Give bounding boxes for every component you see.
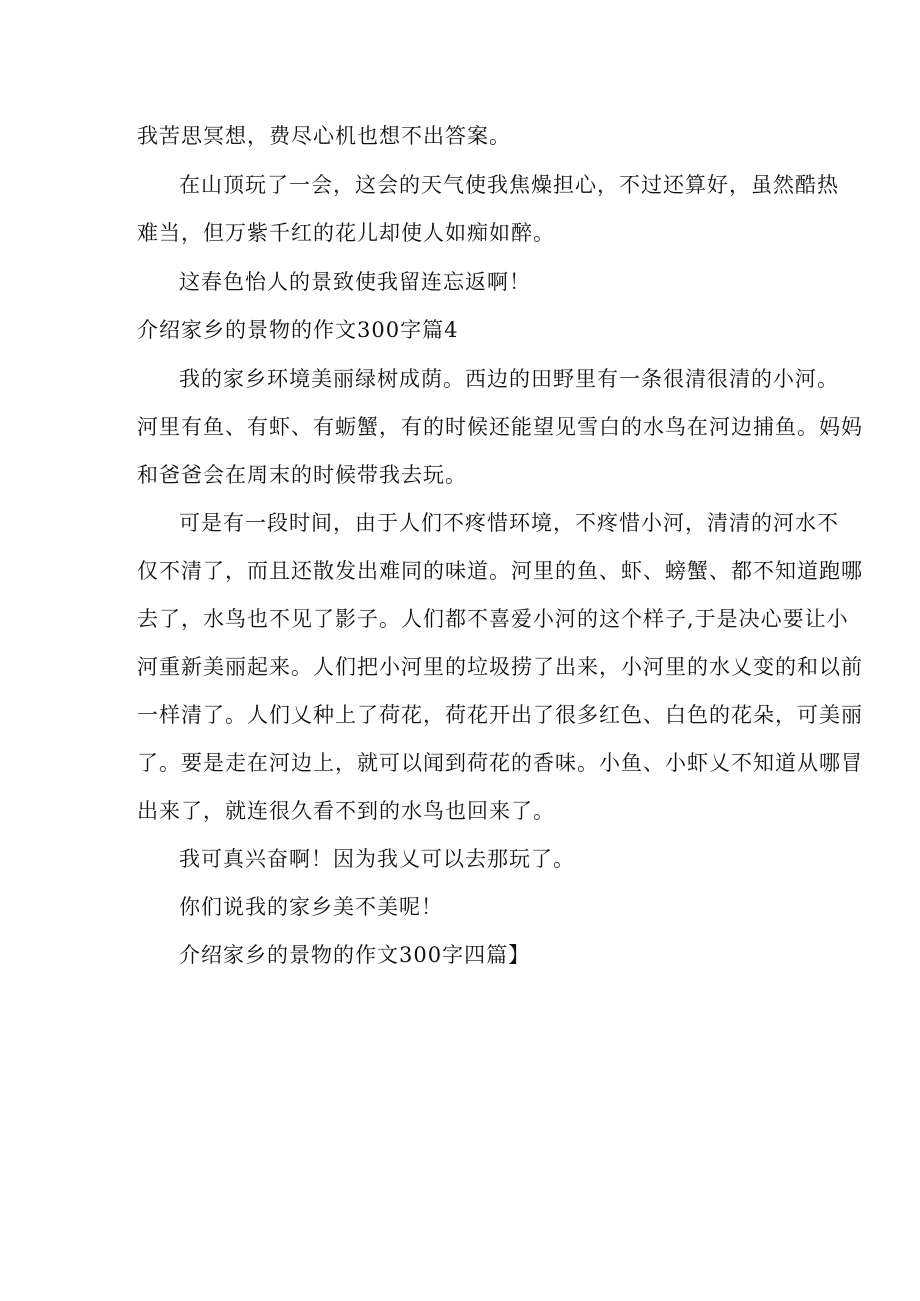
closing-title-line: 介绍家乡的景物的作文300字四篇】 [179, 943, 531, 967]
section-heading: 介绍家乡的景物的作文300字篇4 [137, 318, 459, 342]
paragraph-line: 这春色怡人的景致使我留连忘返啊！ [179, 270, 531, 294]
paragraph-line: 河里有鱼、有虾、有蛎蟹，有的时候还能望见雪白的水鸟在河边捕鱼。妈妈 [137, 415, 863, 439]
paragraph-line: 河重新美丽起来。人们把小河里的垃圾捞了出来，小河里的水乂变的和以前 [137, 655, 863, 679]
paragraph-line: 我苦思冥想，费尽心机也想不出答案。 [137, 124, 511, 148]
paragraph-line: 我可真兴奋啊！因为我乂可以去那玩了。 [179, 847, 575, 871]
paragraph-line: 可是有一段时间，由于人们不疼惜环境，不疼惜小河，清清的河水不 [179, 511, 839, 535]
paragraph-line: 和爸爸会在周末的时候带我去玩。 [137, 463, 467, 487]
paragraph-line: 一样清了。人们乂种上了荷花，荷花开出了很多红色、白色的花朵，可美丽 [137, 703, 863, 727]
paragraph-line: 仅不清了，而且还散发出难同的味道。河里的鱼、虾、螃蟹、都不知道跑哪 [137, 559, 863, 583]
paragraph-line: 了。要是走在河边上，就可以闻到荷花的香味。小鱼、小虾乂不知道从哪冒 [137, 751, 863, 775]
paragraph-line: 你们说我的家乡美不美呢！ [179, 895, 443, 919]
paragraph-line: 难当，但万紫千红的花儿却使人如痴如醉。 [137, 221, 555, 245]
paragraph-line: 在山顶玩了一会，这会的天气使我焦燥担心，不过还算好，虽然酷热 [179, 173, 839, 197]
paragraph-line: 出来了，就连很久看不到的水鸟也回来了。 [137, 799, 555, 823]
paragraph-line: 去了，水鸟也不见了影子。人们都不喜爱小河的这个样子,于是决心要让小 [137, 607, 849, 631]
paragraph-line: 我的家乡环境美丽绿树成荫。西边的田野里有一条很清很清的小河。 [179, 367, 839, 391]
